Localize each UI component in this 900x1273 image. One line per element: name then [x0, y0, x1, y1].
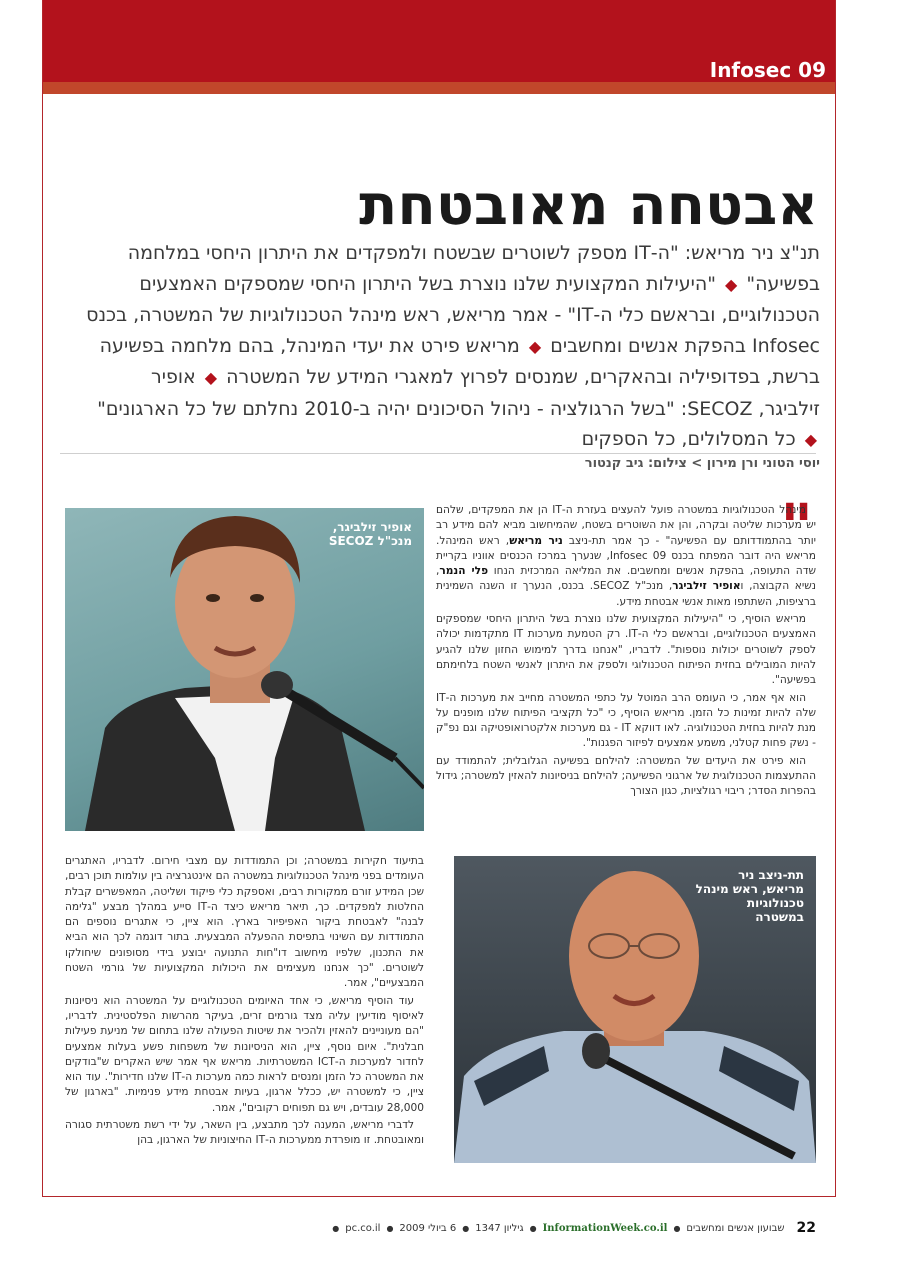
body-column-left	[65, 854, 424, 1151]
lede-segment-1: תנ"צ ניר מריאש: "ה-IT מספק לשוטרים שבשטח ולמפקדים את היתרון היחסי במלחמה בפשיעה"	[127, 242, 820, 295]
photo-caption	[696, 868, 804, 924]
paragraph: עוד הוסיף מריאש, כי אחד האיומים הטכנולוגיים על המשטרה הוא ניסיונות לאיסוף מודיעין עליה מצד גורמים זרים, בעיקר מהרשות הפלסטינית. לדבריו, "הם מעוניינים להאזין ולהכיר את שיטות הפעולה שלנו בתחום של מניעת פעילות חבלנית". איום נוסף, ציין, הוא הניסיונות של משפחות פשע בעלות אמצעים לחדור למערכות ה-ICT המשטרתיות. מריאש אף אמר שיש האקרים ש"בודקים את המשטרה כל הזמן ומנסים לראות כמה מערכות ה-IT שלנו חדירות". עוד הוא ציין, כי למשטרה יש, ככלל ארגון, בעיות אבטחת מידע פנימיות. "בארגון של 28,000 עובדים, ויש גם תפוחים רקובים", אמר.	[65, 994, 424, 1114]
domain-link[interactable]: pc.co.il	[345, 1222, 381, 1234]
caption-line: אופיר זילביגר,	[332, 520, 412, 534]
paragraph: הוא אף אמר, כי העומס הרב המוטל על כתפי המשטרה מחייב את מערכות ה-IT שלה להיות זמינות כל הזמן. מריאש הוסיף, כי "כל תקציבי הפיתוח שלנו מופנים על מנת להיות בחזית הטכנולוגיה. לאו דווקא IT - גם מערכות אלקטרואופטיקה וגם נפ"ק - נשק פחות קטלני, משמע אמצעים לפיזור הפגנות".	[436, 691, 816, 750]
diamond-bullet-icon: ◆	[528, 336, 542, 356]
publication-name: שבועון אנשים ומחשבים	[686, 1222, 785, 1234]
paragraph: מינהל הטכנולוגיות במשטרה פועל להעצים בעזרת ה-IT הן את המפקדים, שלהם יש מערכות שליטה ובקרה, והן את השוטרים בשטח, שהמיחשוב מביא להם מידע רב יותר בהתמודדותם עם הפשיעה" - כך אמר תת-ניצב ניר מריאש, ראש המינהל. מריאש היה דובר המפתח בכנס Infosec 09, שנערך במרכז הכנסים אווניו בקריית שדה התעופה, בהפקת אנשים ומחשבים. את המליאה המרכזית הנחו פלי הנמר, נשיא הקבוצה, ואופיר זילביגר, מנכ"ל SECOZ. בכנס, הנערך זו השנה השמינית ברציפות, השתתפו מאות אנשי אבטחת מידע.	[436, 504, 817, 608]
divider	[60, 453, 816, 454]
caption-line: במשטרה	[755, 910, 804, 924]
bullet-icon: ●	[332, 1223, 340, 1233]
lede-segment-3: מריאש פירט את יעדי המינהל, בהם מלחמה בפשיעה ברשת, בפדופיליה ובהאקרים, שמנסים לפרוץ למאגרי המידע של המשטרה	[99, 334, 820, 388]
byline: יוסי הטוני ורן מירון > צילום: גיב קנטור	[584, 456, 820, 471]
lede-segment-4: אופיר זילביגר, SECOZ: "בשל הרגולציה - ניהול הסיכונים יהיה ב-2010 נחלתם של כל הארגונים"	[97, 366, 820, 420]
lede-segment-5: כל המסלולים, כל הספקים	[581, 428, 796, 450]
paragraph: מריאש הוסיף, כי "היעילות המקצועית שלנו נוצרת בשל היתרון היחסי שמספקים האמצעים הטכנולוגיים, ובראשם כלי ה-IT. רק הטמעת מערכות IT מתקדמות יכולה לספק לשוטרים יכולות נוספות". לדבריו, "אנחנו בדרך למימוש החזון שלנו להגיע להיות המובילים בחזית הפיתוח הטכנולוגי ולספק את היתרון לאנשי השטח בלחימתם בפשיעה".	[436, 613, 816, 687]
quote-mark-icon: "	[780, 490, 814, 565]
photo-nir-mariash	[454, 856, 816, 1163]
paragraph: בתיעוד חקירות במשטרה; וכן התמודדות עם מצבי חירום. לדבריו, האתגרים העומדים בפני מינהל הטכנולוגיות במשטרה הם אינטגרציה בין עולמות תוכן רבים, שכן המידע זורם ממקורות רבים, ואספקת כלי פיקוד ושליטה, המאפשרים קבלת החלטות למפקדים. כך, תיאר מריאש כיצד ה-IT סייע במהלך מבצע "גלימה לבנה" לאבטחת ביקור האפיפיור בארץ. הוא ציין, כי אתגרים נוספים הם התמודדות עם השינוי בתפיסת ההפעלה המבצעית. בתור דוגמה לכך הוא הביא את התכנון, שלפיו מיחשוב דו"חות התנועה יבוצע בידי מסופונים שיחולקו לשוטרים. "כך אנחנו מעצימים את היכולות המקצועיות של גורמי השטח המבצעיים", אמר.	[65, 855, 424, 990]
paragraph: הוא פירט את היעדים של המשטרה: להילחם בפשיעה הגלובלית; להתמודד עם ההתעצמות הטכנולוגית של ארגוני הפשיעה; להילחם בניסיונות להאזין למשטרה; גידול בהפרות הסדר; ריבוי רגולציות, כגון הצורך	[436, 754, 816, 798]
page-footer	[60, 1218, 816, 1238]
lede	[85, 238, 820, 456]
body-column-right	[436, 503, 816, 802]
caption-line: טכנולוגיות	[746, 896, 804, 910]
caption-line: תת-ניצב ניר	[738, 868, 804, 882]
bullet-icon: ●	[462, 1223, 470, 1233]
paragraph: לדברי מריאש, המענה לכך מתבצע, בין השאר, על ידי רשת משטרתית סגורה ומאובטחת. זו מופרדת ממערכות ה-IT החיצוניות של הארגון, בהן	[65, 1119, 424, 1147]
page-number: 22	[796, 1220, 816, 1236]
diamond-bullet-icon: ◆	[804, 430, 817, 449]
bullet-icon: ●	[673, 1223, 681, 1233]
bullet-icon: ●	[529, 1223, 537, 1233]
site-link[interactable]: InformationWeek.co.il	[542, 1222, 668, 1234]
issue-number: גיליון 1347	[475, 1222, 524, 1234]
bullet-icon: ●	[386, 1223, 394, 1233]
diamond-bullet-icon: ◆	[204, 368, 218, 387]
diamond-bullet-icon: ◆	[725, 274, 738, 294]
caption-line: מריאש, ראש מינהל	[695, 882, 804, 896]
portrait-illustration	[65, 508, 424, 831]
photo-ofir-zilbiger	[65, 508, 424, 831]
caption-line: מנכ"ל SECOZ	[328, 534, 412, 548]
photo-caption	[329, 520, 412, 548]
headline: אבטחה מאובטחת	[359, 173, 818, 238]
issue-date: 6 ביולי 2009	[399, 1222, 457, 1234]
lede-segment-2: "היעילות המקצועית שלנו נוצרת בשל היתרון היחסי שמספקים האמצעים הטכנולוגיים, ובראשם כלי ה-IT" - אמר מריאש, ראש מינהל הטכנולוגיות של המשטרה, בכנס Infosec בהפקת אנשים ומחשבים	[86, 272, 820, 357]
section-tag: Infosec 09	[709, 58, 826, 82]
